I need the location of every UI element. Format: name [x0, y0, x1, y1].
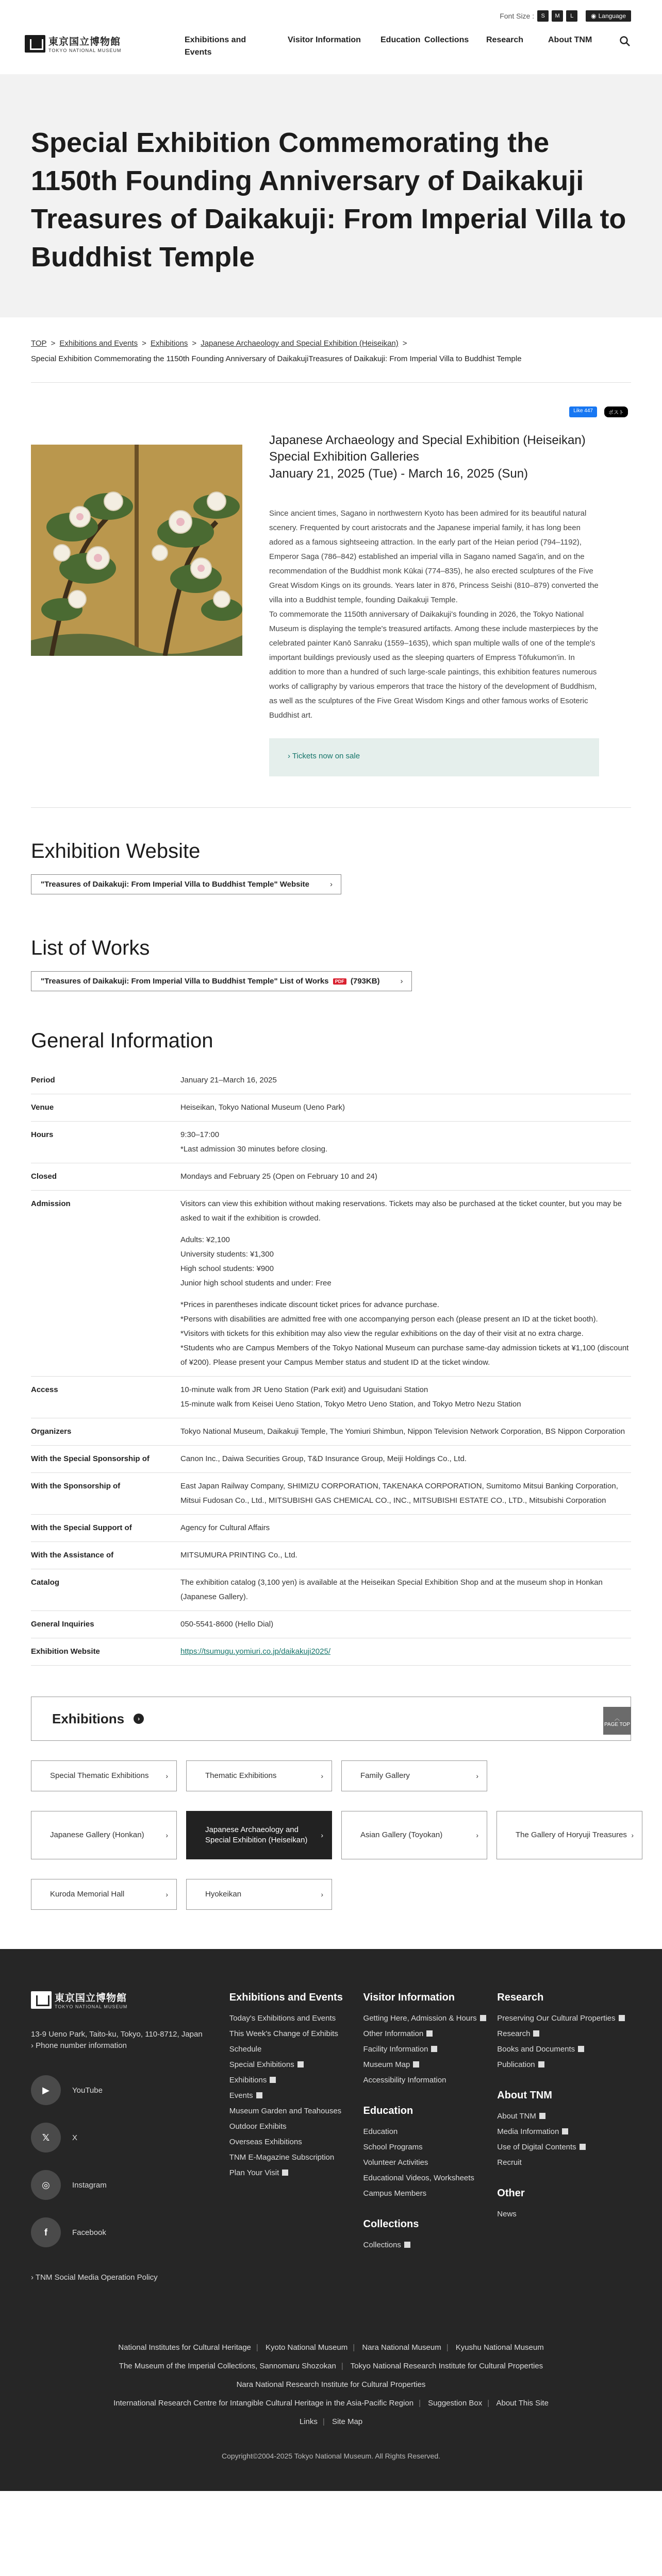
- exhibition-category-link[interactable]: [496, 1811, 642, 1859]
- footer-link[interactable]: [363, 2044, 498, 2055]
- footer-link[interactable]: [363, 2240, 498, 2251]
- footer-column-title: Research: [497, 1992, 544, 2003]
- info-value: Tokyo National Museum, Daikakuji Temple, The Yomiuri Shimbun, Nippon Television Network Corporation, BS Nippon Corporation: [180, 1427, 625, 1436]
- section-title: List of Works: [31, 937, 150, 959]
- page-hero: [0, 74, 662, 317]
- info-value: January 21–March 16, 2025: [180, 1076, 277, 1084]
- footer-link[interactable]: [497, 2059, 631, 2071]
- instagram-icon: ◎: [31, 2170, 61, 2200]
- footer-link[interactable]: School Programs: [363, 2143, 423, 2151]
- breadcrumb-exhibitions-events[interactable]: Exhibitions and Events: [59, 339, 138, 348]
- submenu-icon: [426, 2030, 433, 2037]
- info-note: *Students who are Campus Members of the Tokyo National Museum can purchase same-day admission tickets at ¥1,100 (discount of ¥200). Please present your Campus Member status and student ID at the ticket window.: [180, 1344, 629, 1367]
- info-value: MITSUMURA PRINTING Co., Ltd.: [180, 1551, 297, 1560]
- footer-column-title: Other: [497, 2188, 525, 2199]
- related-link[interactable]: Kyushu National Museum: [455, 2343, 544, 2352]
- info-note: *Visitors with tickets for this exhibition may also view the regular exhibitions on the day of their visit at no extra charge.: [180, 1329, 584, 1338]
- submenu-icon: [539, 2113, 545, 2119]
- info-label: Access: [31, 1385, 58, 1394]
- info-label: Hours: [31, 1130, 54, 1139]
- footer-link[interactable]: [363, 2059, 498, 2071]
- price-line: Junior high school students and under: Free: [180, 1279, 332, 1287]
- instagram-link[interactable]: [31, 2170, 229, 2200]
- exhibition-category-link-active[interactable]: [186, 1811, 332, 1859]
- language-label: Language: [598, 12, 626, 20]
- facebook-icon: f: [31, 2217, 61, 2247]
- youtube-link[interactable]: [31, 2075, 229, 2105]
- footer-link-label: Facility Information: [363, 2045, 428, 2054]
- exhibition-intro: [0, 383, 662, 807]
- footer-column-title: Collections: [363, 2218, 419, 2230]
- info-value: 050-5541-8600 (Hello Dial): [180, 1620, 274, 1629]
- chevron-right-icon: ›: [31, 2041, 34, 2050]
- footer-link[interactable]: [229, 2059, 363, 2071]
- footer-link-label: Books and Documents: [497, 2045, 575, 2054]
- file-size: (793KB): [350, 977, 380, 986]
- phone-info-link[interactable]: [31, 2041, 127, 2050]
- exhibition-dates: January 21, 2025 (Tue) - March 16, 2025 (Sun): [269, 467, 528, 481]
- footer-link[interactable]: Volunteer Activities: [363, 2158, 428, 2167]
- site-footer: [0, 1949, 662, 2491]
- info-label: General Inquiries: [31, 1620, 94, 1629]
- chevron-right-icon: ›: [400, 977, 403, 986]
- exhibitions-menu-header[interactable]: [31, 1697, 631, 1741]
- info-note: *Prices in parentheses indicate discount ticket prices for advance purchase.: [180, 1300, 439, 1309]
- general-info-table: [0, 1067, 662, 1666]
- info-value: East Japan Railway Company, SHIMIZU CORPORATION, TAKENAKA CORPORATION, Sumitomo Mitsui Banking Corporation, Mitsui Fudosan Co., Ltd., MITSUBISHI GAS CHEMICAL CO., INC., MITSUBISHI ESTATE CO., LTD., Mitsubishi Corporation: [180, 1482, 618, 1505]
- price-line: High school students: ¥900: [180, 1264, 274, 1273]
- tickets-link-label: Tickets now on sale: [292, 752, 360, 760]
- info-row-inquiries: [31, 1611, 631, 1638]
- exhibitions-menu: [0, 1666, 662, 1910]
- chevron-right-icon: ›: [476, 1831, 478, 1839]
- info-label: Exhibition Website: [31, 1647, 100, 1656]
- info-row-organizers: [31, 1418, 631, 1446]
- general-section: [0, 991, 662, 1053]
- related-link[interactable]: Nara National Research Institute for Cultural Properties: [236, 2380, 426, 2389]
- info-value: Agency for Cultural Affairs: [180, 1523, 270, 1532]
- category-label: The Gallery of Horyuji Treasures: [516, 1831, 627, 1839]
- category-label: Hyokeikan: [205, 1890, 242, 1899]
- footer-column-research: [497, 1990, 631, 2282]
- submenu-icon: [404, 2242, 410, 2248]
- x-icon: 𝕏: [31, 2123, 61, 2153]
- chevron-right-icon: ›: [476, 1772, 478, 1780]
- footer-column-title: Visitor Information: [363, 1992, 455, 2003]
- exhibition-category-link[interactable]: [341, 1760, 487, 1791]
- chevron-up-icon: ︿: [615, 1716, 620, 1722]
- submenu-icon: [282, 2170, 288, 2176]
- font-size-label: Font Size :: [500, 12, 535, 20]
- footer-column-title: Education: [363, 2105, 413, 2116]
- footer-column-title: About TNM: [497, 2090, 552, 2101]
- footer-link[interactable]: Campus Members: [363, 2189, 427, 2198]
- submenu-icon: [533, 2030, 539, 2037]
- related-link[interactable]: Nara National Museum: [362, 2343, 441, 2352]
- footer-link-label: Publication: [497, 2060, 535, 2069]
- footer-link-label: Media Information: [497, 2127, 559, 2136]
- info-row-website: [31, 1638, 631, 1666]
- footer-link-label: Museum Map: [363, 2060, 410, 2069]
- pdf-icon: PDF: [333, 978, 346, 985]
- footer-link-label: Getting Here, Admission & Hours: [363, 2014, 477, 2023]
- youtube-icon: ▶: [31, 2075, 61, 2105]
- submenu-icon: [538, 2061, 544, 2067]
- footer-logo[interactable]: [31, 1990, 229, 2009]
- footer-link[interactable]: [363, 2028, 498, 2040]
- social-label: X: [72, 2133, 78, 2142]
- related-link[interactable]: National Institutes for Cultural Heritage: [118, 2343, 251, 2352]
- info-row-assistance: [31, 1542, 631, 1569]
- info-label: Admission: [31, 1199, 71, 1208]
- x-post-button[interactable]: ポスト: [604, 406, 628, 417]
- footer-link[interactable]: TNM E-Magazine Subscription: [229, 2153, 335, 2162]
- footer-link-label: Plan Your Visit: [229, 2168, 279, 2177]
- copyright: Copyright©2004-2025 Tokyo National Museum. All Rights Reserved.: [221, 2452, 441, 2460]
- breadcrumb-top[interactable]: TOP: [31, 339, 47, 348]
- footer-link[interactable]: Schedule: [229, 2045, 262, 2054]
- nav-research[interactable]: Research: [486, 36, 524, 44]
- footer-link[interactable]: Accessibility Information: [363, 2076, 446, 2084]
- footer-link-label: Special Exhibitions: [229, 2060, 294, 2069]
- footer-link-label: Collections: [363, 2241, 401, 2249]
- related-link[interactable]: International Research Centre for Intangible Cultural Heritage in the Asia-Pacific Region: [113, 2399, 414, 2408]
- info-row-catalog: [31, 1569, 631, 1611]
- share-buttons: [569, 406, 628, 417]
- footer-link-label: Preserving Our Cultural Properties: [497, 2014, 616, 2023]
- nav-education[interactable]: Education: [380, 36, 421, 44]
- site-map-link[interactable]: Site Map: [332, 2417, 363, 2426]
- info-value: Heiseikan, Tokyo National Museum (Ueno Park): [180, 1103, 345, 1112]
- about-site-link[interactable]: About This Site: [496, 2399, 549, 2408]
- facebook-like-button[interactable]: Like 447: [569, 406, 597, 417]
- footer-link[interactable]: [497, 2126, 631, 2138]
- logo-english-text: TOKYO NATIONAL MUSEUM: [55, 2004, 128, 2009]
- globe-icon: ◉: [591, 12, 597, 20]
- exhibition-website-url[interactable]: https://tsumugu.yomiuri.co.jp/daikakuji2025/: [180, 1647, 330, 1656]
- footer-column-exhibitions: [229, 1990, 363, 2282]
- museum-logo-icon: [31, 1991, 52, 2009]
- exhibition-category-link[interactable]: [31, 1811, 177, 1859]
- related-link[interactable]: Tokyo National Research Institute for Cultural Properties: [350, 2362, 543, 2370]
- footer-link-label: About TNM: [497, 2112, 536, 2121]
- chevron-right-icon: ›: [166, 1831, 168, 1839]
- info-row-closed: [31, 1163, 631, 1191]
- exhibitions-menu-title: Exhibitions: [52, 1710, 125, 1726]
- utility-bar: [0, 0, 662, 23]
- search-icon[interactable]: [619, 35, 631, 47]
- submenu-icon: [562, 2128, 568, 2134]
- info-label: With the Special Sponsorship of: [31, 1454, 150, 1463]
- facebook-link[interactable]: [31, 2217, 229, 2247]
- exhibition-description: [269, 506, 599, 723]
- footer-link[interactable]: Recruit: [497, 2158, 522, 2167]
- info-row-hours: [31, 1122, 631, 1163]
- footer-column-title: Exhibitions and Events: [229, 1992, 343, 2003]
- submenu-icon: [619, 2015, 625, 2021]
- footer-link[interactable]: Outdoor Exhibits: [229, 2122, 287, 2131]
- chevron-right-icon: ›: [321, 1890, 323, 1899]
- links-page-link[interactable]: Links: [299, 2417, 318, 2426]
- chevron-right-icon: ›: [631, 1831, 634, 1839]
- info-value: Visitors can view this exhibition without making reservations. Tickets may also be purchased at the ticket counter, but you may be asked to wait if the exhibition is crowded.: [180, 1199, 622, 1223]
- description-paragraph: To commemorate the 1150th anniversary of Daikakuji's founding in 2026, the Tokyo National Museum is displaying the temple's treasured artifacts. Among these include masterpieces by the celebrated painter Kanō Sanraku (1559–1635), which span multiple walls of one of the temple's important buildings previously used as the sleeping quarters of Empress Tōfukumon'in. In addition to more than a hundred of such large-scale paintings, this exhibition features numerous works of calligraphy by various emperors that trace the history of the development of Buddhism, as well as the sculptures of the Five Great Wisdom Kings and other famous works of Esoteric Buddhist art.: [269, 610, 599, 720]
- category-label: Japanese Archaeology and Special Exhibition (Heiseikan): [205, 1825, 308, 1844]
- info-value: 10-minute walk from JR Ueno Station (Park exit) and Uguisudani Station: [180, 1385, 428, 1394]
- page-top-label: PAGE TOP: [604, 1722, 631, 1727]
- font-size-medium-button[interactable]: M: [552, 10, 563, 22]
- nav-exhibitions-events[interactable]: Exhibitions and Events: [185, 36, 246, 57]
- social-label: Facebook: [72, 2228, 106, 2237]
- info-label: With the Sponsorship of: [31, 1482, 121, 1490]
- submenu-icon: [256, 2092, 262, 2098]
- footer-address: 13-9 Ueno Park, Taito-ku, Tokyo, 110-8712, Japan: [31, 2030, 203, 2039]
- exhibition-website-link[interactable]: [31, 874, 341, 894]
- page-top-button[interactable]: [603, 1707, 631, 1735]
- breadcrumb-heiseikan[interactable]: Japanese Archaeology and Special Exhibition (Heiseikan): [201, 339, 399, 348]
- info-value: The exhibition catalog (3,100 yen) is available at the Heiseikan Special Exhibition Shop and at the museum shop in Honkan (Japanese Gallery).: [180, 1578, 603, 1601]
- site-logo[interactable]: [25, 34, 159, 53]
- submenu-icon: [431, 2046, 437, 2052]
- phone-info-label: Phone number information: [36, 2041, 127, 2050]
- gallery-name: Japanese Archaeology and Special Exhibition (Heiseikan) Special Exhibition Galleries: [269, 433, 586, 464]
- price-line: University students: ¥1,300: [180, 1250, 274, 1259]
- category-label: Family Gallery: [360, 1771, 410, 1780]
- website-section: [0, 808, 662, 894]
- section-title: Exhibition Website: [31, 840, 201, 862]
- info-row-period: [31, 1067, 631, 1094]
- painting-image: [31, 445, 242, 656]
- exhibition-key-visual: [31, 445, 242, 656]
- info-label: Period: [31, 1076, 55, 1084]
- info-row-access: [31, 1377, 631, 1418]
- footer-link[interactable]: [229, 2090, 363, 2102]
- footer-link[interactable]: [497, 2111, 631, 2122]
- section-title: General Information: [31, 1029, 213, 1052]
- info-value: 9:30–17:00: [180, 1130, 220, 1139]
- info-row-venue: [31, 1094, 631, 1122]
- category-label: Kuroda Memorial Hall: [50, 1890, 125, 1899]
- footer-link-label: Other Information: [363, 2029, 424, 2038]
- price-line: Adults: ¥2,100: [180, 1235, 230, 1244]
- logo-english-text: TOKYO NATIONAL MUSEUM: [48, 48, 122, 53]
- info-note: *Persons with disabilities are admitted free with one accompanying person each (please present an ID at the ticket booth).: [180, 1315, 598, 1324]
- chevron-right-icon: ›: [321, 1772, 323, 1780]
- description-paragraph: Since ancient times, Sagano in northwestern Kyoto has been admired for its beautiful natural scenery. Frequented by court aristocrats and the Japanese imperial family, it has long been adored as a famous sightseeing attraction. In the early part of the Heian period (794–1192), Emperor Saga (786–842) established an imperial villa in Sagano named Saga'in, and on the recommendation of the Buddhist monk Kūkai (774–835), he also erected sculptures of the Five Great Wisdom Kings on its grounds. Years later in 876, Princess Seishi (810–879) converted the villa into a Buddhist temple, founding Daikakuji Temple.: [269, 509, 599, 604]
- footer-link[interactable]: [497, 2028, 631, 2040]
- footer-link[interactable]: Education: [363, 2127, 398, 2136]
- main-navigation: [0, 23, 662, 74]
- social-policy-link[interactable]: [31, 2273, 229, 2282]
- footer-link-label: Research: [497, 2029, 531, 2038]
- submenu-icon: [413, 2061, 419, 2067]
- info-row-special-support: [31, 1515, 631, 1542]
- breadcrumb-exhibitions[interactable]: Exhibitions: [150, 339, 188, 348]
- page-title: Special Exhibition Commemorating the 1150th Founding Anniversary of Daikakuji Treasures of Daikakuji: From Imperial Villa to Buddhist Temple: [31, 127, 626, 273]
- breadcrumb-current: Special Exhibition Commemorating the 1150th Founding Anniversary of DaikakujiTreasures of Daikakuji: From Imperial Villa to Buddhist Temple: [31, 354, 522, 363]
- font-size-large-button[interactable]: L: [566, 10, 577, 22]
- category-label: Special Thematic Exhibitions: [50, 1771, 149, 1780]
- list-of-works-link[interactable]: [31, 971, 412, 991]
- museum-logo-icon: [25, 35, 45, 53]
- info-note: *Last admission 30 minutes before closing.: [180, 1145, 328, 1154]
- info-label: Organizers: [31, 1427, 72, 1436]
- chevron-right-icon: ›: [321, 1831, 323, 1839]
- exhibition-category-link[interactable]: [31, 1760, 177, 1791]
- chevron-right-icon: ›: [31, 2273, 34, 2282]
- footer-link[interactable]: [229, 2075, 363, 2086]
- footer-link[interactable]: [229, 2167, 363, 2179]
- footer-link-label: Exhibitions: [229, 2076, 267, 2084]
- nav-about-tnm[interactable]: About TNM: [548, 36, 592, 44]
- footer-link[interactable]: [497, 2142, 631, 2153]
- footer-link[interactable]: News: [497, 2210, 517, 2218]
- submenu-icon: [578, 2046, 584, 2052]
- works-link-label: "Treasures of Daikakuji: From Imperial Villa to Buddhist Temple" List of Works: [41, 977, 329, 986]
- logo-japanese-text: 東京国立博物館: [48, 36, 121, 47]
- nav-collections[interactable]: Collections: [424, 36, 469, 44]
- tickets-link[interactable]: [288, 752, 360, 760]
- exhibition-category-link[interactable]: [31, 1879, 177, 1910]
- related-link[interactable]: Kyoto National Museum: [265, 2343, 348, 2352]
- suggestion-box-link[interactable]: Suggestion Box: [428, 2399, 483, 2408]
- exhibition-category-link[interactable]: [186, 1760, 332, 1791]
- info-label: With the Assistance of: [31, 1551, 114, 1560]
- footer-link-label: Events: [229, 2091, 253, 2100]
- chevron-right-icon: ›: [134, 1714, 144, 1724]
- related-link[interactable]: The Museum of the Imperial Collections, Sannomaru Shozokan: [119, 2362, 336, 2370]
- info-label: Catalog: [31, 1578, 60, 1587]
- chevron-right-icon: ›: [166, 1890, 168, 1899]
- footer-link[interactable]: [363, 2013, 498, 2024]
- chevron-right-icon: ›: [288, 752, 290, 760]
- submenu-icon: [480, 2015, 486, 2021]
- chevron-right-icon: ›: [166, 1772, 168, 1780]
- info-row-admission: [31, 1191, 631, 1377]
- info-value: 15-minute walk from Keisei Ueno Station, Tokyo Metro Ueno Station, and Tokyo Metro Nezu Station: [180, 1400, 521, 1409]
- footer-link-label: Use of Digital Contents: [497, 2143, 576, 2151]
- info-label: Closed: [31, 1172, 57, 1181]
- footer-link[interactable]: This Week's Change of Exhibits: [229, 2029, 338, 2038]
- website-link-label: "Treasures of Daikakuji: From Imperial Villa to Buddhist Temple" Website: [41, 880, 310, 889]
- submenu-icon: [270, 2077, 276, 2083]
- language-button[interactable]: [586, 10, 631, 22]
- works-section: [0, 894, 662, 991]
- info-label: Venue: [31, 1103, 54, 1112]
- breadcrumb: TOP > Exhibitions and Events > Exhibitions > Japanese Archaeology and Special Exhibition (Heiseikan) > Special Exhibition Commemorating the 1150th Founding Anniversary of DaikakujiTreasures of Daikakuji: From Imperial Villa to Buddhist Temple: [31, 317, 631, 383]
- footer-related-links: National Institutes for Cultural Heritage | Kyoto National Museum | Nara National Museum | Kyushu National Museum The Museum of the Imperial Collections, Sannomaru Shozokan | Tokyo National Research Institute for Cultural Properties Nara National Research Institute for Cultural Properties International Research Centre for Intangible Cultural Heritage in the Asia-Pacific Region | Suggestion Box | About This Site Links | Site Map: [113, 2343, 549, 2426]
- nav-visitor-information[interactable]: Visitor Information: [288, 36, 361, 44]
- social-policy-label: TNM Social Media Operation Policy: [35, 2273, 158, 2282]
- exhibition-category-link[interactable]: [186, 1879, 332, 1910]
- footer-column-visitor: [363, 1990, 498, 2282]
- social-label: YouTube: [72, 2086, 103, 2095]
- footer-link[interactable]: Overseas Exhibitions: [229, 2138, 302, 2146]
- info-row-special-sponsorship: [31, 1446, 631, 1473]
- info-value: Canon Inc., Daiwa Securities Group, T&D Insurance Group, Meiji Holdings Co., Ltd.: [180, 1454, 467, 1463]
- category-label: Thematic Exhibitions: [205, 1771, 277, 1780]
- submenu-icon: [297, 2061, 304, 2067]
- ticket-notice: [269, 738, 599, 776]
- footer-link[interactable]: Educational Videos, Worksheets: [363, 2174, 474, 2182]
- social-label: Instagram: [72, 2180, 107, 2190]
- info-label: With the Special Support of: [31, 1523, 132, 1532]
- footer-link[interactable]: [497, 2044, 631, 2055]
- x-link[interactable]: [31, 2123, 229, 2153]
- exhibition-category-link[interactable]: [341, 1811, 487, 1859]
- category-label: Japanese Gallery (Honkan): [50, 1831, 144, 1839]
- info-value: Mondays and February 25 (Open on February 10 and 24): [180, 1172, 377, 1181]
- submenu-icon: [580, 2144, 586, 2150]
- footer-link[interactable]: Museum Garden and Teahouses: [229, 2107, 342, 2115]
- chevron-right-icon: ›: [330, 880, 333, 889]
- info-row-sponsorship: [31, 1473, 631, 1515]
- font-size-small-button[interactable]: S: [537, 10, 549, 22]
- category-label: Asian Gallery (Toyokan): [360, 1831, 443, 1839]
- footer-link[interactable]: Today's Exhibitions and Events: [229, 2014, 336, 2023]
- footer-link[interactable]: [497, 2013, 631, 2024]
- logo-japanese-text: 東京国立博物館: [55, 1992, 127, 2004]
